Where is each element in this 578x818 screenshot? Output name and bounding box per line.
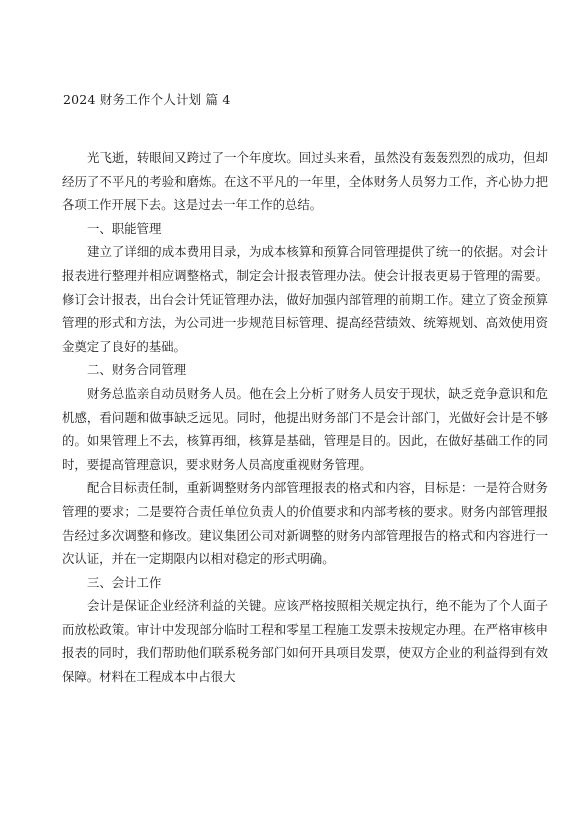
- paragraph-contract-management-2: 配合目标责任制，重新调整财务内部管理报表的格式和内容，目标是：一是符合财务管理的要求；二是要符合责任单位负责人的价值要求和内部考核的要求。财务内部管理报告经过多次调整和修改。建议集团公司对新调整的财务内部管理报告的格式和内容进行一次认证，并在一定期限内以相对稳定的形式明确。: [62, 480, 548, 567]
- paragraph-contract-management-1: 财务总监亲自动员财务人员。他在会上分析了财务人员安于现状，缺乏竞争意识和危机感，看问题和做事缺乏远见。同时，他提出财务部门不是会计部门，光做好会计是不够的。如果管理上不去，核算再细，核算是基础，管理是目的。因此，在做好基础工作的同时，要提高管理意识，要求财务人员高度重视财务管理。: [62, 385, 548, 472]
- document-title: 2024 财务工作个人计划 篇 4: [63, 92, 231, 107]
- paragraph-functional-management: 建立了详细的成本费用目录，为成本核算和预算合同管理提供了统一的依据。对会计报表进行整理并相应调整格式，制定会计报表管理办法。使会计报表更易于管理的需要。修订会计报表，出台会计凭证管理办法，做好加强内部管理的前期工作。建立了资金预算管理的形式和方法，为公司进一步规范目标管理、提高经营绩效、统筹规划、高效使用资金奠定了良好的基础。: [62, 244, 548, 354]
- paragraph-accounting-work: 会计是保证企业经济利益的关键。应该严格按照相关规定执行，绝不能为了个人面子而放松政策。审计中发现部分临时工程和零星工程施工发票未按规定办理。在严格审核申报表的同时，我们帮助他们联系税务部门如何开具项目发票，使双方企业的利益得到有效保障。材料在工程成本中占很大: [62, 598, 548, 685]
- section-heading-contract-management: 二、财务合同管理: [87, 362, 187, 378]
- paragraph-intro: 光飞逝，转眼间又跨过了一个年度坎。回过头来看，虽然没有轰轰烈烈的成功，但却经历了不平凡的考验和磨炼。在这不平凡的一年里，全体财务人员努力工作，齐心协力把各项工作开展下去。这是过去一年工作的总结。: [62, 150, 548, 213]
- section-heading-accounting-work: 三、会计工作: [87, 574, 162, 590]
- document-body: [62, 146, 548, 689]
- section-heading-functional-management: 一、职能管理: [87, 220, 162, 236]
